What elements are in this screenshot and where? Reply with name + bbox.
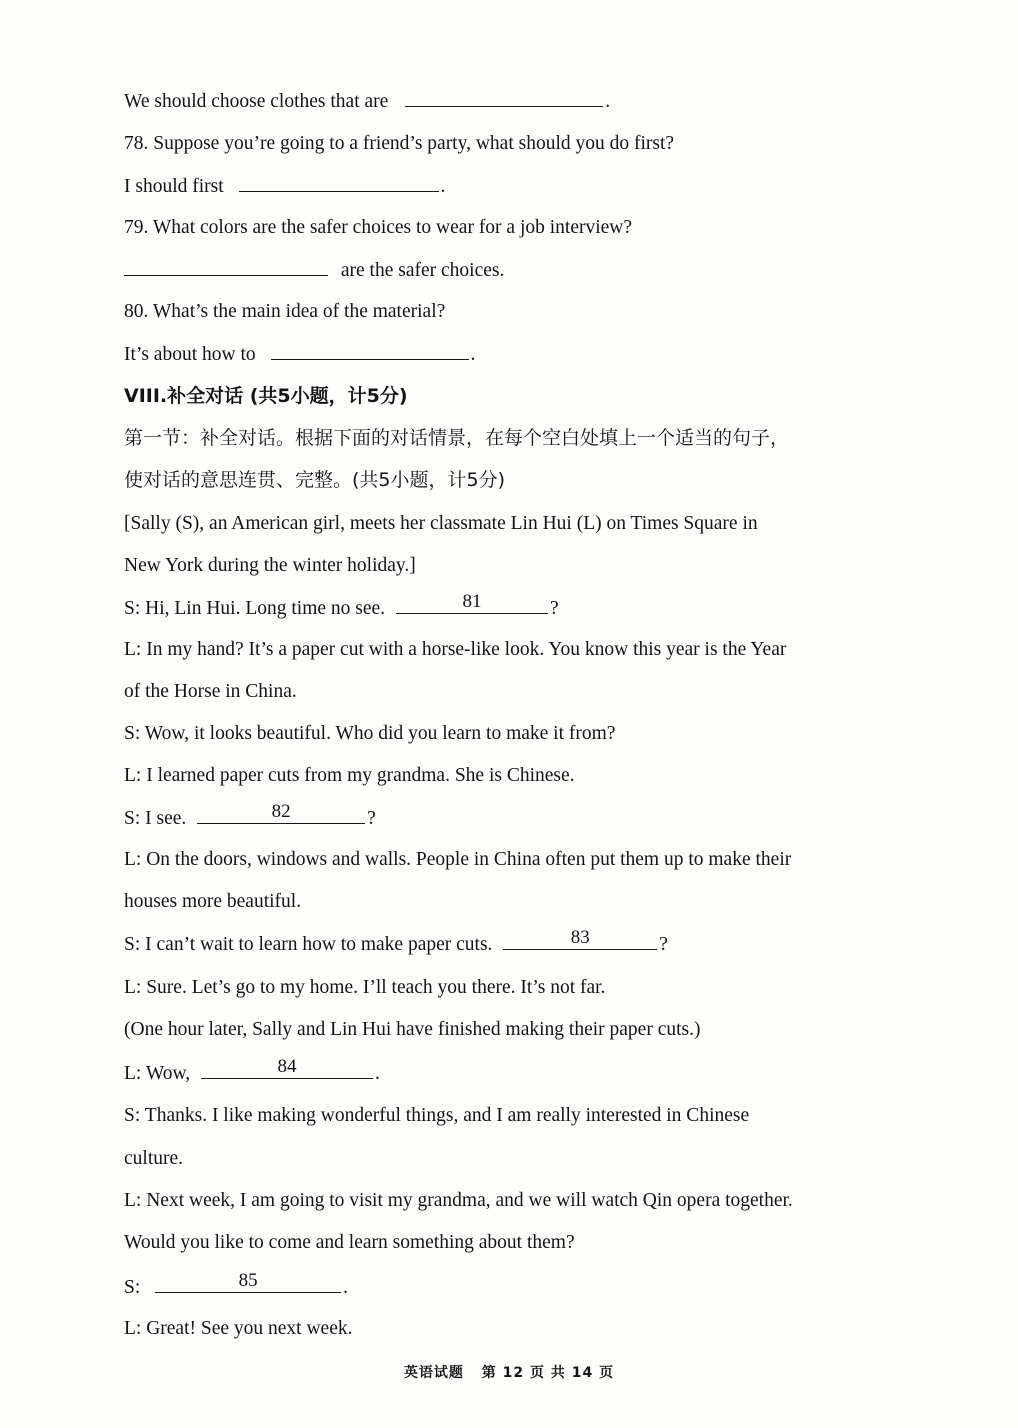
dialogue-line: L: Next week, I am going to visit my grandma, and we will watch Qin opera together. bbox=[124, 1190, 793, 1211]
blank-number-82: 82 bbox=[271, 801, 291, 822]
dialogue-line-82 bbox=[124, 801, 376, 832]
q80-suffix: . bbox=[470, 344, 476, 365]
dialogue-suffix: ? bbox=[367, 808, 376, 829]
dialogue-line-85 bbox=[124, 1270, 349, 1301]
dialogue-suffix: ? bbox=[549, 598, 559, 619]
q79-suffix: are the safer choices. bbox=[340, 260, 505, 281]
scene-line1: [Sally (S), an American girl, meets her classmate Lin Hui (L) on Times Square in bbox=[124, 513, 758, 534]
q80-prefix: It’s about how to bbox=[124, 344, 256, 365]
dialogue-text: S: Hi, Lin Hui. Long time no see. bbox=[124, 598, 386, 619]
q77-answer-line bbox=[124, 88, 610, 115]
dialogue-text: S: I can’t wait to learn how to make paper cuts. bbox=[124, 934, 493, 955]
q78-answer-line bbox=[124, 173, 445, 200]
dialogue-line-84 bbox=[124, 1056, 380, 1087]
q80-question: 80. What’s the main idea of the material? bbox=[124, 301, 446, 322]
q79-answer-blank[interactable] bbox=[124, 257, 328, 276]
answer-blank-84[interactable] bbox=[201, 1056, 373, 1079]
dialogue-text: S: bbox=[124, 1277, 141, 1298]
blank-number-83: 83 bbox=[570, 927, 590, 948]
answer-blank-81[interactable] bbox=[396, 591, 548, 614]
q80-answer-line bbox=[124, 341, 475, 368]
q78-question: 78. Suppose you’re going to a friend’s party, what should you do first? bbox=[124, 133, 675, 154]
q78-prefix: I should first bbox=[124, 176, 224, 197]
dialogue-suffix: . bbox=[343, 1277, 349, 1298]
footer-page-number: 第 12 页 共 14 页 bbox=[481, 1365, 615, 1381]
dialogue-suffix: ? bbox=[659, 934, 668, 955]
section-instruction-line2: 使对话的意思连贯、完整。(共5小题，计5分) bbox=[124, 469, 506, 491]
q77-prefix: We should choose clothes that are bbox=[124, 91, 389, 112]
blank-number-81: 81 bbox=[462, 591, 482, 612]
q77-suffix: . bbox=[605, 91, 611, 112]
dialogue-line: L: I learned paper cuts from my grandma. She is Chinese. bbox=[124, 765, 575, 786]
section-heading: VIII.补全对话 (共5小题，计5分) bbox=[124, 385, 408, 407]
dialogue-line: L: Great! See you next week. bbox=[124, 1318, 353, 1339]
dialogue-line: S: Wow, it looks beautiful. Who did you learn to make it from? bbox=[124, 723, 616, 744]
section-instruction-line1: 第一节：补全对话。根据下面的对话情景，在每个空白处填上一个适当的句子， bbox=[124, 427, 790, 449]
dialogue-text: L: Wow, bbox=[124, 1063, 191, 1084]
dialogue-line: of the Horse in China. bbox=[124, 681, 297, 702]
dialogue-line: S: Thanks. I like making wonderful things, and I am really interested in Chinese bbox=[124, 1105, 750, 1126]
q77-answer-blank[interactable] bbox=[405, 88, 603, 107]
answer-blank-85[interactable] bbox=[155, 1270, 341, 1293]
answer-blank-82[interactable] bbox=[197, 801, 365, 824]
answer-blank-83[interactable] bbox=[503, 927, 657, 950]
dialogue-line: Would you like to come and learn something about them? bbox=[124, 1232, 575, 1253]
dialogue-line-83 bbox=[124, 927, 668, 958]
dialogue-line: (One hour later, Sally and Lin Hui have finished making their paper cuts.) bbox=[124, 1019, 701, 1040]
dialogue-line-81 bbox=[124, 591, 559, 622]
q80-answer-blank[interactable] bbox=[271, 341, 469, 360]
blank-number-85: 85 bbox=[238, 1270, 258, 1291]
dialogue-line: L: In my hand? It’s a paper cut with a horse-like look. You know this year is the Year bbox=[124, 639, 787, 660]
page-footer bbox=[0, 1362, 1018, 1382]
q79-question: 79. What colors are the safer choices to wear for a job interview? bbox=[124, 217, 633, 238]
dialogue-line: houses more beautiful. bbox=[124, 891, 302, 912]
q78-suffix: . bbox=[440, 176, 446, 197]
blank-number-84: 84 bbox=[277, 1056, 297, 1077]
dialogue-suffix: . bbox=[375, 1063, 380, 1084]
scene-line2: New York during the winter holiday.] bbox=[124, 555, 416, 576]
q78-answer-blank[interactable] bbox=[239, 173, 439, 192]
dialogue-line: L: Sure. Let’s go to my home. I’ll teach you there. It’s not far. bbox=[124, 977, 606, 998]
dialogue-line: L: On the doors, windows and walls. People in China often put them up to make their bbox=[124, 849, 792, 870]
q79-answer-line bbox=[124, 257, 504, 284]
footer-subject: 英语试题 bbox=[403, 1365, 464, 1381]
dialogue-line: culture. bbox=[124, 1148, 184, 1169]
dialogue-text: S: I see. bbox=[124, 808, 187, 829]
